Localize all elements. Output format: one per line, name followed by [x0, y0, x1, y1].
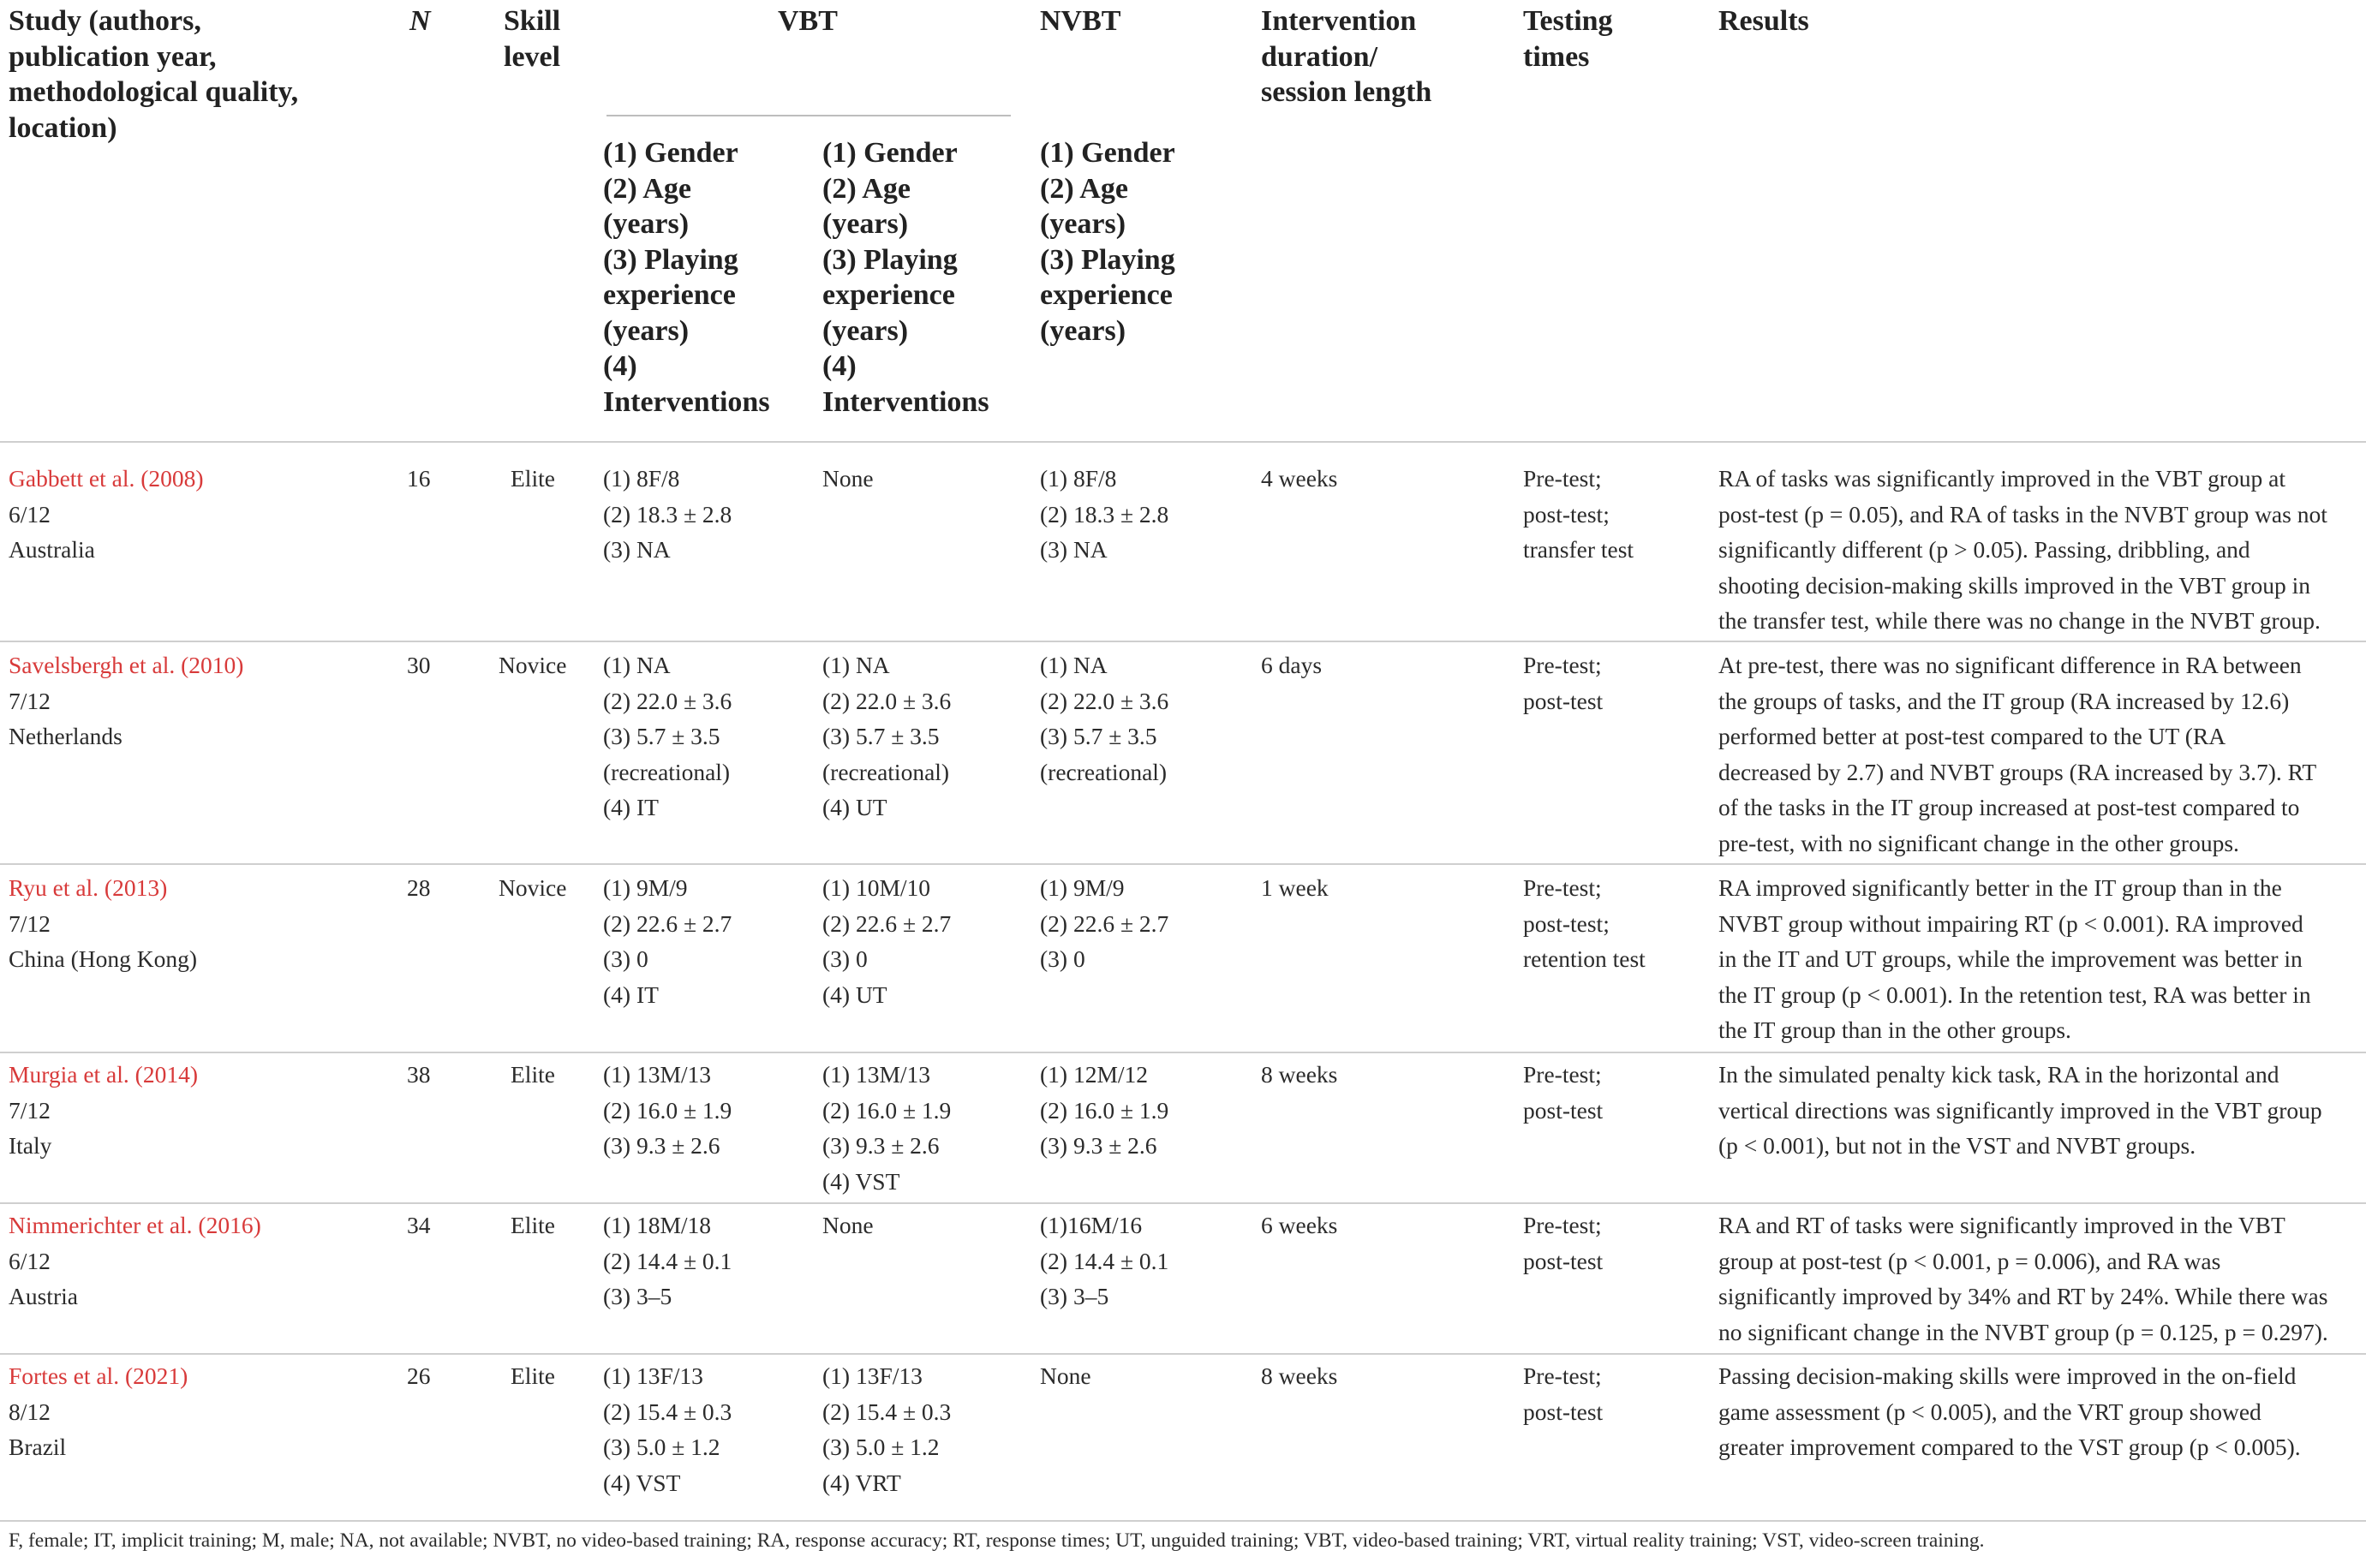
- vbt1-cell: (1) NA (2) 22.0 ± 3.6 (3) 5.7 ± 3.5 (recreational) (4) IT: [603, 652, 732, 820]
- header-vbt-subcolumn-2: (1) Gender (2) Age (years) (3) Playing experience (years) (4) Interventions: [822, 137, 989, 418]
- nvbt-cell: (1) NA (2) 22.0 ± 3.6 (3) 5.7 ± 3.5 (recreational): [1040, 652, 1169, 785]
- row-rule: [0, 641, 2366, 642]
- study-cell: [9, 461, 204, 568]
- header-vbt-subcolumn-1: (1) Gender (2) Age (years) (3) Playing experience (years) (4) Interventions: [603, 137, 770, 418]
- vbt1-cell: (1) 18M/18 (2) 14.4 ± 0.1 (3) 3–5: [603, 1212, 732, 1309]
- header-nvbt-subcolumn: (1) Gender (2) Age (years) (3) Playing experience (years): [1040, 137, 1175, 347]
- study-quality-location: 8/12 Brazil: [9, 1398, 67, 1460]
- nvbt-cell: (1) 9M/9 (2) 22.6 ± 2.7 (3) 0: [1040, 874, 1169, 972]
- study-quality-location: 7/12 China (Hong Kong): [9, 909, 197, 972]
- testing-cell: Pre-test; post-test; retention test: [1523, 874, 1646, 972]
- nvbt-cell: None: [1040, 1362, 1091, 1389]
- header-n: N: [409, 5, 431, 37]
- header-testing-times: Testing times: [1523, 5, 1613, 73]
- study-author: Gabbett et al. (: [9, 465, 149, 492]
- study-cell: [9, 647, 243, 754]
- nvbt-cell: (1) 12M/12 (2) 16.0 ± 1.9 (3) 9.3 ± 2.6: [1040, 1061, 1169, 1159]
- testing-cell: Pre-test; post-test: [1523, 652, 1604, 714]
- header-skill-level: Skill level: [504, 5, 561, 73]
- n-cell: 16: [407, 465, 431, 492]
- duration-cell: 6 days: [1261, 652, 1323, 678]
- duration-cell: 6 weeks: [1261, 1212, 1338, 1238]
- citation-year-link[interactable]: 2010: [188, 652, 236, 678]
- vbt2-cell: None: [822, 465, 874, 492]
- vbt2-cell: (1) NA (2) 22.0 ± 3.6 (3) 5.7 ± 3.5 (recreational) (4) UT: [822, 652, 952, 820]
- row-rule: [0, 863, 2366, 865]
- study-quality-location: 6/12 Australia: [9, 500, 95, 563]
- vbt1-cell: (1) 13M/13 (2) 16.0 ± 1.9 (3) 9.3 ± 2.6: [603, 1061, 732, 1159]
- study-author-close: ): [195, 465, 204, 492]
- vbt2-cell: None: [822, 1212, 874, 1238]
- citation-year-link[interactable]: 2008: [148, 465, 196, 492]
- vbt-header-rule: [606, 115, 1011, 116]
- study-author: Murgia et al. (: [9, 1061, 143, 1088]
- study-author: Ryu et al. (: [9, 874, 113, 901]
- study-cell: [9, 1207, 261, 1315]
- row-rule: [0, 1353, 2366, 1355]
- vbt2-cell: (1) 13F/13 (2) 15.4 ± 0.3 (3) 5.0 ± 1.2 (4) VRT: [822, 1362, 952, 1496]
- nvbt-cell: (1) 8F/8 (2) 18.3 ± 2.8 (3) NA: [1040, 465, 1169, 563]
- study-author-close: ): [189, 1061, 198, 1088]
- n-cell: 30: [407, 652, 431, 678]
- duration-cell: 8 weeks: [1261, 1362, 1338, 1389]
- row-rule: [0, 1202, 2366, 1204]
- vbt2-cell: (1) 13M/13 (2) 16.0 ± 1.9 (3) 9.3 ± 2.6 (4) VST: [822, 1061, 952, 1195]
- testing-cell: Pre-test; post-test; transfer test: [1523, 465, 1634, 563]
- citation-year-link[interactable]: 2016: [206, 1212, 254, 1238]
- n-cell: 38: [407, 1061, 431, 1088]
- study-cell: [9, 1358, 188, 1465]
- citation-year-link[interactable]: 2014: [142, 1061, 190, 1088]
- skill-cell: Novice: [499, 874, 567, 901]
- vbt1-cell: (1) 13F/13 (2) 15.4 ± 0.3 (3) 5.0 ± 1.2 (4) VST: [603, 1362, 732, 1496]
- header-vbt: VBT: [778, 5, 838, 37]
- testing-cell: Pre-test; post-test: [1523, 1061, 1604, 1124]
- header-results: Results: [1718, 5, 1809, 37]
- results-cell: At pre-test, there was no significant difference in RA between the groups of tasks, and the IT group (RA increased by 12.6) performed better at post-test compared to the UT (RA decreased by 2.7) and NVBT groups (RA increased by 3.7). RT of the tasks in the IT group increased at post-test compared to pre-test, with no significant change in the other groups.: [1718, 652, 2317, 856]
- skill-cell: Elite: [511, 1212, 555, 1238]
- footnote-rule: [0, 1520, 2366, 1522]
- results-cell: Passing decision-making skills were improved in the on-field game assessment (p < 0.005), and the VRT group showed greater improvement compared to the VST group (p < 0.005).: [1718, 1362, 2301, 1460]
- study-quality-location: 7/12 Netherlands: [9, 687, 122, 749]
- nvbt-cell: (1)16M/16 (2) 14.4 ± 0.1 (3) 3–5: [1040, 1212, 1169, 1309]
- results-cell: In the simulated penalty kick task, RA in the horizontal and vertical directions was significantly improved in the VBT group (p < 0.001), but not in the VST and NVBT groups.: [1718, 1061, 2322, 1159]
- table-footnote: F, female; IT, implicit training; M, male; NA, not available; NVBT, no video-based training; RA, response accuracy; RT, response times; UT, unguided training; VBT, video-based training; VRT, virtual reality training; VST, video-screen training.: [9, 1529, 1985, 1552]
- duration-cell: 4 weeks: [1261, 465, 1338, 492]
- study-author: Fortes et al. (: [9, 1362, 134, 1389]
- results-cell: RA and RT of tasks were significantly improved in the VBT group at post-test (p < 0.001, p = 0.006), and RA was significantly improved by 34% and RT by 24%. While there was no significant change in the NVBT group (p = 0.125, p = 0.297).: [1718, 1212, 2328, 1345]
- study-quality-location: 6/12 Austria: [9, 1247, 78, 1309]
- study-author: Nimmerichter et al. (: [9, 1212, 206, 1238]
- vbt1-cell: (1) 8F/8 (2) 18.3 ± 2.8 (3) NA: [603, 465, 732, 563]
- results-cell: RA improved significantly better in the IT group than in the NVBT group without impairing RT (p < 0.001). RA improved in the IT and UT groups, while the improvement was better in the IT group (p < 0.001). In the retention test, RA was better in the IT group than in the other groups.: [1718, 874, 2311, 1043]
- testing-cell: Pre-test; post-test: [1523, 1212, 1604, 1274]
- study-author-close: ): [180, 1362, 188, 1389]
- duration-cell: 8 weeks: [1261, 1061, 1338, 1088]
- results-cell: RA of tasks was significantly improved in the VBT group at post-test (p = 0.05), and RA of tasks in the NVBT group was not significantly different (p > 0.05). Passing, dribbling, and shooting decision-making skills improved in the VBT group in the transfer test, while there was no change in the NVBT group.: [1718, 465, 2327, 634]
- vbt1-cell: (1) 9M/9 (2) 22.6 ± 2.7 (3) 0 (4) IT: [603, 874, 732, 1008]
- n-cell: 26: [407, 1362, 431, 1389]
- row-rule: [0, 1052, 2366, 1053]
- header-intervention-duration: Intervention duration/ session length: [1261, 5, 1432, 108]
- study-author-close: ): [236, 652, 244, 678]
- study-quality-location: 7/12 Italy: [9, 1096, 52, 1159]
- study-author: Savelsbergh et al. (: [9, 652, 189, 678]
- skill-cell: Elite: [511, 1362, 555, 1389]
- vbt2-cell: (1) 10M/10 (2) 22.6 ± 2.7 (3) 0 (4) UT: [822, 874, 952, 1008]
- header-study: Study (authors, publication year, methodological quality, location): [9, 5, 299, 144]
- study-cell: [9, 1057, 198, 1164]
- header-nvbt: NVBT: [1040, 5, 1121, 37]
- study-cell: [9, 870, 197, 977]
- n-cell: 34: [407, 1212, 431, 1238]
- skill-cell: Elite: [511, 465, 555, 492]
- testing-cell: Pre-test; post-test: [1523, 1362, 1604, 1425]
- citation-year-link[interactable]: 2021: [133, 1362, 181, 1389]
- skill-cell: Novice: [499, 652, 567, 678]
- study-author-close: ): [253, 1212, 261, 1238]
- skill-cell: Elite: [511, 1061, 555, 1088]
- header-rule: [0, 441, 2366, 443]
- duration-cell: 1 week: [1261, 874, 1329, 901]
- citation-year-link[interactable]: 2013: [112, 874, 160, 901]
- n-cell: 28: [407, 874, 431, 901]
- study-author-close: ): [159, 874, 168, 901]
